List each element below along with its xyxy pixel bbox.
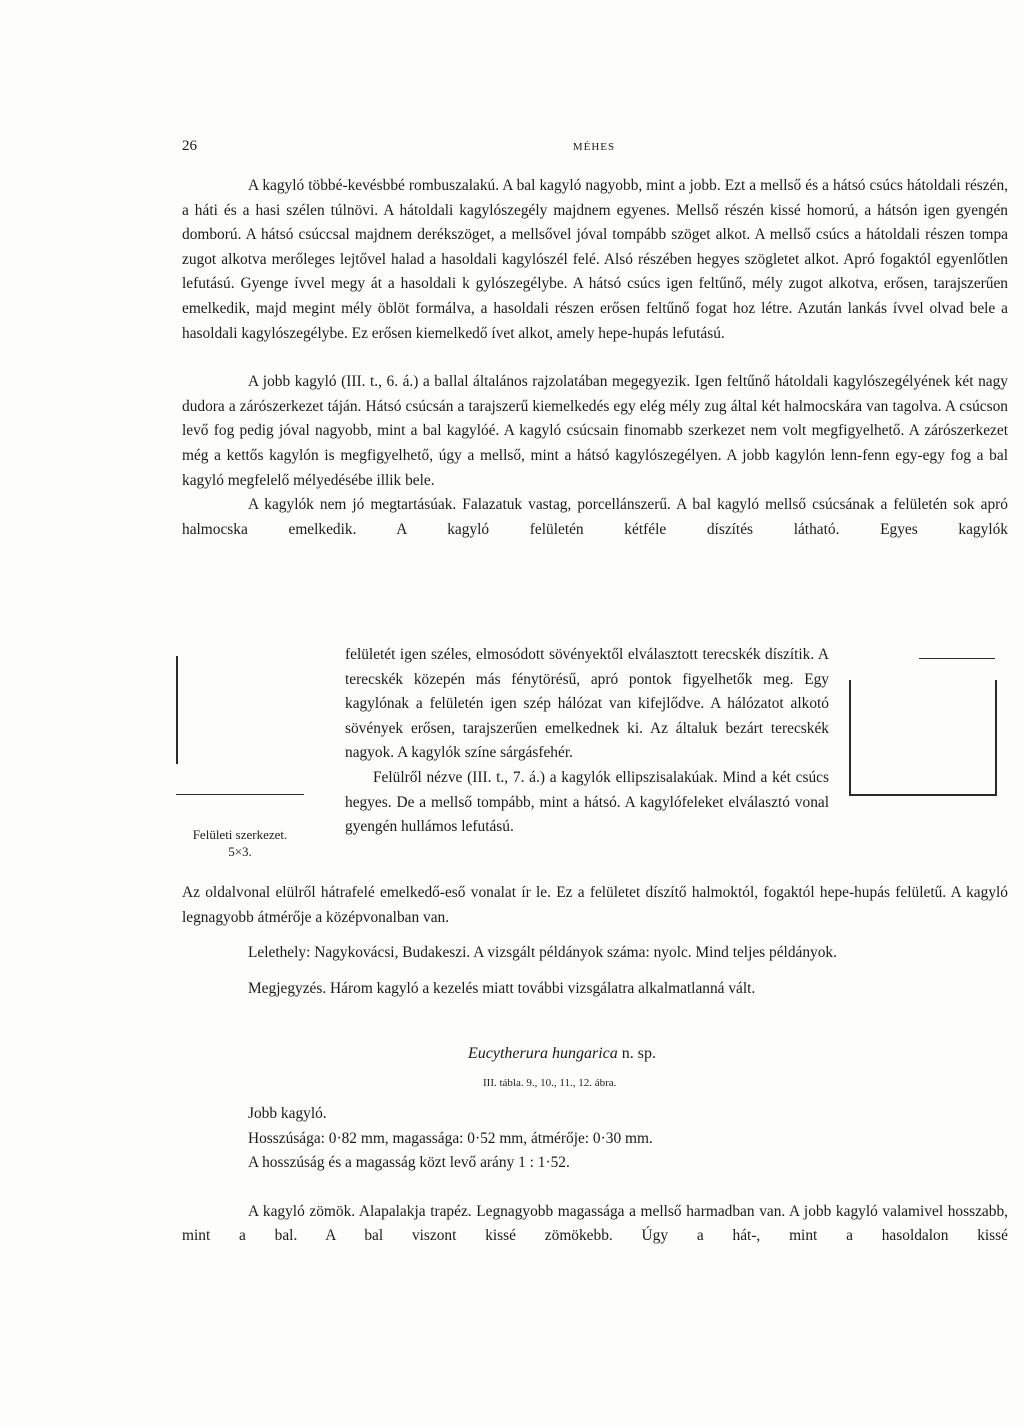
figure-right-frame [849, 680, 997, 796]
figure-bottom-rule [176, 794, 304, 795]
paragraph-right-valve: A jobb kagyló (III. t., 6. á.) a ballal általános rajzolatában megegyezik. Igen feltűnő hátoldali kagylószegélyének két nagy dudora a zárószerkezet táján. Hátsó csúcsán a tarajszerű kiemelkedés egy elég mély zug által két halmocskára van tagolva. A csúcson levő fog pedig jóval nagyobb, mint a bal kagylóé. A kagyló csúcsain finomabb szerkezet nem volt megfigyelhető. A zárószerkezet még a kettős kagylón is megfigyelhető, úgy a mellső, mint a hátsó kagylószegélyen. A jobb kagylón lenn-fenn egy-egy fog a bal kagyló megfelelő mélyedésébe illik bele. [182, 373, 1008, 489]
paragraph-left-valve: A kagyló többé-kevésbbé rombuszalakú. A bal kagyló nagyobb, mint a jobb. Ezt a mellső és a hátsó csúcs hátoldali részén, a háti és a hasi szélen túlnövi. A hátoldali kagylószegély majdnem egyenes. Mellső részén kissé homorú, a hátsón igen gyengén domború. A hátsó csúccsal majdnem derékszöget, a mellsővel jóval tompább szöget alkot. A mellső csúcs a hátoldali részen tompa zugot alkotva merőleges lejtővel halad a hasoldali kagylószél felé. Alsó részében hegyes szögletet alkot. Apró fogaktól egyenlőtlen lefutású. Gyenge ívvel megy át a hasoldali k gylószegélybe. A hátsó csúcs igen feltűnő, mély zugot alkotva, erősen, tarajszerűen emelkedik, majd megint mély öblöt formálva, a hasoldali részen erősen feltűnő fogat hoz létre. Azután lankás ívvel olvad bele a hasoldali kagylószegélybe. Ez erősen kiemelkedő ívet alkot, amely hepe-hupás lefutású. [182, 177, 1008, 342]
plate-reference: III. tábla. 9., 10., 11., 12. ábra. [483, 1077, 617, 1089]
species-suffix: n. sp. [617, 1045, 656, 1062]
section-measurements [182, 1102, 1008, 1249]
paragraph-shape: A kagyló zömök. Alapalakja trapéz. Legnagyobb magassága a mellső harmadban van. A jobb kagyló valamivel hosszabb, mint a bal. A bal viszont kissé zömökebb. Úgy a hát-, mint a hasoldalon kissé [182, 1202, 1008, 1245]
running-head: MÉHES [572, 141, 616, 153]
paragraph-surface-ornament: felületét igen széles, elmosódott sövényektől elválasztott terecskék díszítik. A terecskék közepén más fénytörésű, apró pontok figyelhetők meg. Egy kagylónak a felületén igen szép hálózat van kifejlődve. A hálózatot alkotó sövények erősen, tarajszerűen emelkednek ki. Az általuk bezárt terecskék nagyok. A kagylók színe sárgásfehér. [345, 646, 829, 762]
species-heading [468, 1042, 656, 1067]
measurement-ratio: A hosszúság és a magasság közt levő arány 1 : 1·52. [248, 1154, 570, 1172]
wrapped-text-surface [345, 643, 829, 840]
paragraph-dorsal-view: Felülről nézve (III. t., 7. á.) a kagylók ellipszisalakúak. Mind a két csúcs hegyes. De a mellső tompább, mint a hátsó. A kagylófeleket elválasztó vonal gyengén hullámos lefutású. [345, 768, 829, 836]
paragraph-locality: Lelethely: Nagykovácsi, Budakeszi. A vizsgált példányok száma: nyolc. Mind teljes példányok. [248, 944, 837, 962]
section-description-left-valve [182, 174, 1008, 542]
figure-caption [190, 826, 290, 860]
figure-caption-title: Felületi szerkezet. [192, 827, 288, 842]
species-name: Eucytherura hungarica [468, 1045, 618, 1062]
measurement-dimensions: Hosszúsága: 0·82 mm, magassága: 0·52 mm, átmérője: 0·30 mm. [248, 1129, 653, 1147]
page-number: 26 [182, 138, 197, 154]
paragraph-lateral-line: Az oldalvonal elülről hátrafelé emelkedő-eső vonalat ír le. Ez a felületet díszítő halmoktól, fogaktól hepe-hupás felületű. A kagyló legnagyobb átmérője a középvonalban van. [182, 884, 1008, 926]
figure-caption-scale: 5×3. [228, 844, 252, 859]
measurement-valve: Jobb kagyló. [248, 1105, 327, 1122]
figure-left-border [176, 656, 178, 764]
paragraph-preservation: A kagylók nem jó megtartásúak. Falazatuk vastag, porcellánszerű. A bal kagyló mellső csúcsának a felületén sok apró halmocska emelkedik. A kagyló felületén kétféle díszítés látható. Egyes kagylók [182, 496, 1008, 538]
section-lateral-line [182, 881, 1008, 1001]
figure-right-top-rule [919, 658, 995, 659]
paragraph-note: Megjegyzés. Három kagyló a kezelés miatt további vizsgálatra alkalmatlanná vált. [248, 979, 756, 997]
